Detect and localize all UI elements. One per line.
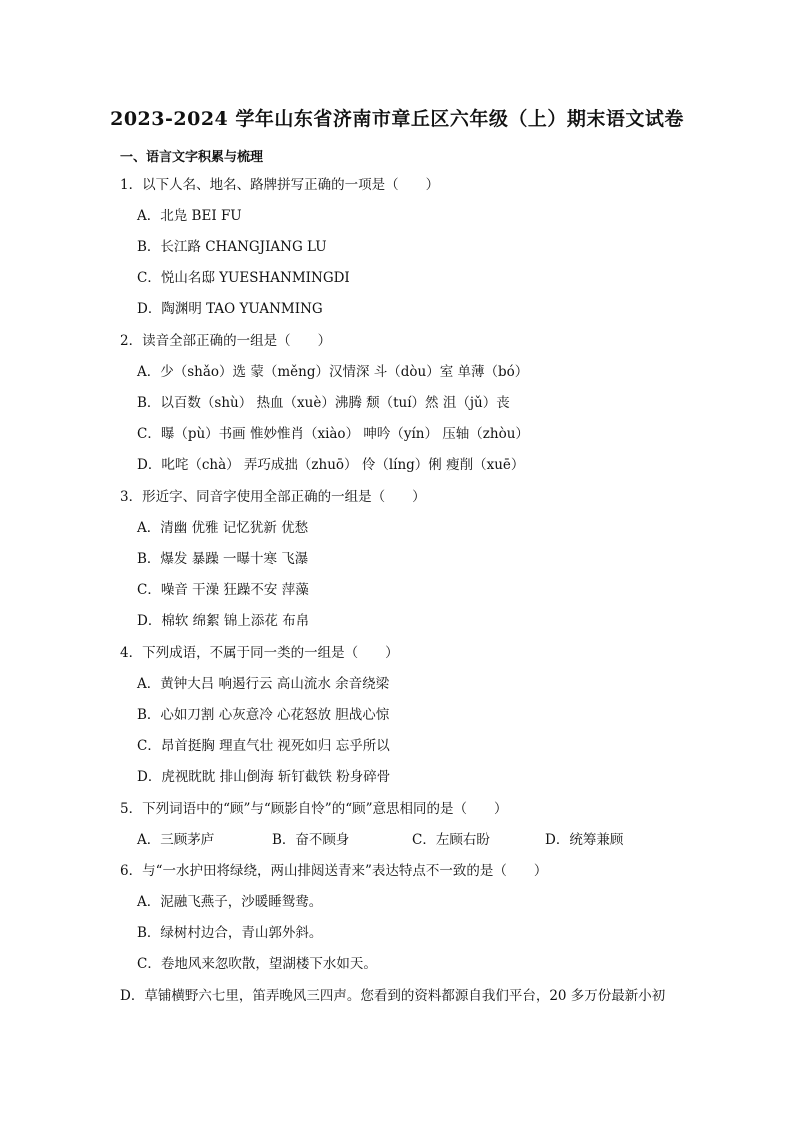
- question-option: A．泥融飞燕子，沙暖睡鸳鸯。: [137, 894, 323, 910]
- question-option: A．北凫 BEI FU: [137, 208, 242, 224]
- question-option: B．以百数（shù） 热血（xuè）沸腾 颓（tuí）然 沮（jǔ）丧: [137, 395, 510, 411]
- question-option: D．棉软 绵絮 锦上添花 布帛: [137, 613, 310, 629]
- question-option: A．三顾茅庐: [137, 832, 215, 848]
- question-option: C．曝（pù）书画 惟妙惟肖（xiào） 呻吟（yín） 压轴（zhòu）: [137, 426, 529, 442]
- question-stem: 2．读音全部正确的一组是（ ）: [120, 333, 332, 349]
- question-option: D．叱咤（chà） 弄巧成拙（zhuō） 伶（líng）俐 瘦削（xuē）: [137, 457, 525, 473]
- question-option: B．绿树村边合，青山郭外斜。: [137, 925, 323, 941]
- question-option: A．少（shǎo）选 蒙（měng）汉情深 斗（dòu）室 单薄（bó）: [137, 364, 529, 380]
- section-heading: 一、语言文字积累与梳理: [120, 150, 264, 165]
- question-option: B．爆发 暴躁 一曝十寒 飞瀑: [137, 551, 309, 567]
- question-stem: 1．以下人名、地名、路牌拼写正确的一项是（ ）: [120, 177, 440, 193]
- question-option: D．虎视眈眈 排山倒海 斩钉截铁 粉身碎骨: [137, 769, 391, 785]
- question-option: C．悦山名邸 YUESHANMINGDI: [137, 270, 350, 286]
- question-option: B．奋不顾身: [272, 832, 350, 848]
- question-option: C．昂首挺胸 理直气壮 视死如归 忘乎所以: [137, 738, 390, 754]
- question-option: B．心如刀割 心灰意冷 心花怒放 胆战心惊: [137, 707, 390, 723]
- question-option: B．长江路 CHANGJIANG LU: [137, 239, 327, 255]
- question-option: D．陶渊明 TAO YUANMING: [137, 301, 323, 317]
- question-stem: 4．下列成语，不属于同一类的一组是（ ）: [120, 645, 399, 661]
- question-option: C．左顾右盼: [412, 832, 490, 848]
- question-stem: 3．形近字、同音字使用全部正确的一组是（ ）: [120, 489, 426, 505]
- question-option: A．清幽 优雅 记忆犹新 优愁: [137, 520, 309, 536]
- page-title: 2023-2024 学年山东省济南市章丘区六年级（上）期末语文试卷: [110, 108, 684, 130]
- question-stem: 6．与“一水护田将绿绕，两山排闼送青来”表达特点不一致的是（ ）: [120, 863, 548, 879]
- question-option-overflow: D．草铺横野六七里，笛弄晚风三四声。您看到的资料都源自我们平台，20 多万份最新小初: [120, 988, 666, 1004]
- question-option: D．统筹兼顾: [545, 832, 624, 848]
- question-option: C．卷地风来忽吹散，望湖楼下水如天。: [137, 956, 377, 972]
- question-option: A．黄钟大吕 响遏行云 高山流水 余音绕梁: [137, 676, 390, 692]
- question-option: C．噪音 干澡 狂躁不安 萍藻: [137, 582, 309, 598]
- question-stem: 5．下列词语中的“顾”与“顾影自怜”的“顾”意思相同的是（ ）: [120, 801, 508, 817]
